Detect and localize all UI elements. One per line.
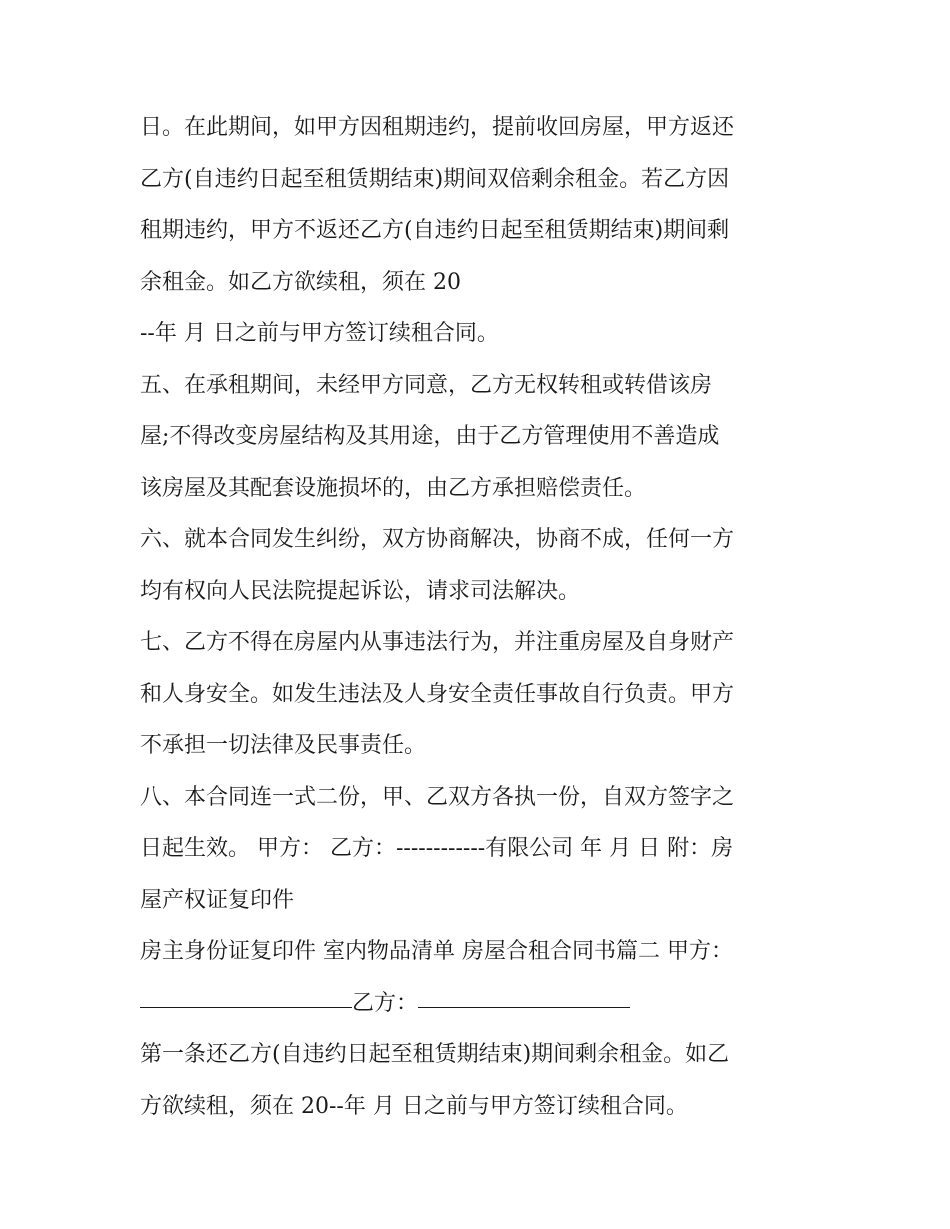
contract-body — [140, 102, 820, 1132]
clause-eight-line: 八、本合同连一式二份，甲、乙双方各执一份，自双方签字之 — [140, 784, 735, 810]
article-one-line: 第一条还乙方(自违约日起至租赁期结束)期间剩余租金。如乙 — [140, 1042, 730, 1067]
text-line: 乙方(自违约日起至租赁期结束)期间双倍剩余租金。若乙方因 — [140, 166, 730, 192]
text-line: 余租金。如乙方欲续租，须在 20 — [140, 269, 461, 295]
text-line: 日。在此期间，如甲方因租期违约，提前收回房屋，甲方返还 — [140, 115, 735, 140]
party-a-blank — [140, 1006, 352, 1008]
party-b-blank — [418, 1006, 630, 1008]
party-b-label: 乙方： — [352, 990, 419, 1016]
text-line: --年 月 日之前与甲方签订续租合同。 — [140, 321, 499, 346]
text-line: 屋;不得改变房屋结构及其用途，由于乙方管理使用不善造成 — [140, 424, 720, 449]
text-line: 该房屋及其配套设施损坏的，由乙方承担赔偿责任。 — [140, 475, 647, 501]
attachments-line: 房主身份证复印件 室内物品清单 房屋合租合同书篇二 甲方： — [140, 939, 733, 964]
text-line: 和人身安全。如发生违法及人身安全责任事故自行负责。甲方 — [140, 681, 735, 707]
party-blanks-line — [140, 978, 820, 1030]
signature-line: 日起生效。 甲方： 乙方：------------有限公司 年 月 日 附：房 — [140, 836, 734, 861]
text-line: 均有权向人民法院提起诉讼，请求司法解决。 — [140, 578, 581, 604]
text-line: 方欲续租，须在 20--年 月 日之前与甲方签订续租合同。 — [140, 1093, 688, 1119]
clause-five-line: 五、在承租期间，未经甲方同意，乙方无权转租或转借该房 — [140, 372, 713, 398]
text-line: 屋产权证复印件 — [140, 887, 295, 913]
clause-seven-line: 七、乙方不得在房屋内从事违法行为，并注重房屋及自身财产 — [140, 630, 735, 655]
text-line: 租期违约，甲方不返还乙方(自违约日起至租赁期结束)期间剩 — [140, 218, 730, 243]
text-line: 不承担一切法律及民事责任。 — [140, 733, 427, 758]
clause-six-line: 六、就本合同发生纠纷，双方协商解决，协商不成，任何一方 — [140, 527, 735, 552]
